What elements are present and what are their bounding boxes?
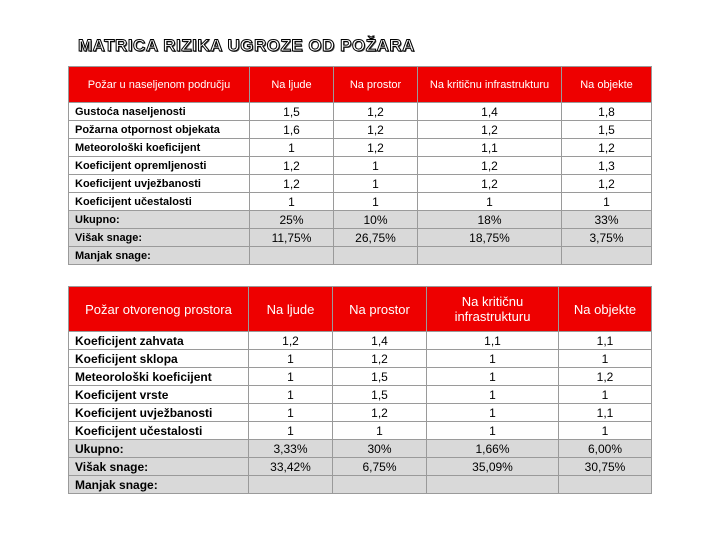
table-cell: 1,2: [562, 139, 652, 157]
table-cell: 1: [559, 350, 652, 368]
table-cell: 6,75%: [333, 458, 427, 476]
table-cell: 25%: [250, 211, 334, 229]
column-header: Na objekte: [562, 67, 652, 103]
row-label: Ukupno:: [69, 211, 250, 229]
table-cell: 1,1: [559, 404, 652, 422]
column-header: Na ljude: [250, 67, 334, 103]
table-cell: 1,5: [562, 121, 652, 139]
row-label: Koeficijent uvježbanosti: [69, 404, 249, 422]
table-cell: 1: [559, 422, 652, 440]
table-cell: [427, 476, 559, 494]
risk-table-open-space: [68, 286, 652, 494]
table-cell: 1,1: [427, 332, 559, 350]
table-cell: 1: [249, 422, 333, 440]
row-label: Koeficijent uvježbanosti: [69, 175, 250, 193]
table-cell: 1: [334, 193, 418, 211]
row-label: Manjak snage:: [69, 247, 250, 265]
table-row: [69, 458, 652, 476]
row-label: Ukupno:: [69, 440, 249, 458]
table-cell: 33,42%: [249, 458, 333, 476]
table-row: [69, 211, 652, 229]
table-row: [69, 422, 652, 440]
table-cell: 1: [333, 422, 427, 440]
table-cell: 1,2: [333, 404, 427, 422]
table-cell: 1,2: [334, 103, 418, 121]
table-cell: 1: [250, 193, 334, 211]
table-cell: 1: [250, 139, 334, 157]
table-cell: 1: [427, 368, 559, 386]
table-cell: [250, 247, 334, 265]
table-cell: 11,75%: [250, 229, 334, 247]
row-label: Gustoća naseljenosti: [69, 103, 250, 121]
row-header-title: Požar otvorenog prostora: [69, 287, 249, 332]
column-header: Na kritičnu infrastrukturu: [418, 67, 562, 103]
table-cell: 1: [562, 193, 652, 211]
table-cell: 1,5: [333, 368, 427, 386]
table-cell: 1,2: [334, 121, 418, 139]
table-cell: 6,00%: [559, 440, 652, 458]
table-header-row: [69, 67, 652, 103]
row-label: Meteorološki koeficijent: [69, 368, 249, 386]
table-cell: 1,5: [333, 386, 427, 404]
table-cell: 1: [427, 404, 559, 422]
table-cell: 1,4: [418, 103, 562, 121]
column-header: Na objekte: [559, 287, 652, 332]
table-cell: 1,4: [333, 332, 427, 350]
table-cell: 1: [418, 193, 562, 211]
table-cell: [418, 247, 562, 265]
table-cell: 1,2: [334, 139, 418, 157]
table-cell: 1,2: [250, 175, 334, 193]
table-cell: 1: [427, 386, 559, 404]
column-header: Na kritičnu infrastrukturu: [427, 287, 559, 332]
table-cell: 1,2: [562, 175, 652, 193]
table-row: [69, 103, 652, 121]
table-cell: 26,75%: [334, 229, 418, 247]
table-row: [69, 350, 652, 368]
table-cell: 1,2: [559, 368, 652, 386]
table-cell: 10%: [334, 211, 418, 229]
row-label: Višak snage:: [69, 229, 250, 247]
row-label: Požarna otpornost objekata: [69, 121, 250, 139]
table-cell: 30,75%: [559, 458, 652, 476]
table-header-row: [69, 287, 652, 332]
row-label: Meteorološki koeficijent: [69, 139, 250, 157]
table-row: [69, 121, 652, 139]
table-cell: 1,8: [562, 103, 652, 121]
row-label: Koeficijent učestalosti: [69, 422, 249, 440]
table-row: [69, 157, 652, 175]
table-cell: 18%: [418, 211, 562, 229]
table-cell: 33%: [562, 211, 652, 229]
table-cell: 1,1: [559, 332, 652, 350]
table-cell: 1,1: [418, 139, 562, 157]
table-cell: 30%: [333, 440, 427, 458]
table-row: [69, 247, 652, 265]
table-cell: 1: [427, 350, 559, 368]
row-label: Koeficijent opremljenosti: [69, 157, 250, 175]
table-cell: 1: [559, 386, 652, 404]
row-label: Koeficijent vrste: [69, 386, 249, 404]
table-cell: [334, 247, 418, 265]
table-row: [69, 139, 652, 157]
table-cell: 1,2: [418, 157, 562, 175]
table-cell: 18,75%: [418, 229, 562, 247]
page-title: MATRICA RIZIKA UGROZE OD POŽARA: [78, 36, 415, 55]
table-row: [69, 368, 652, 386]
table-cell: 1,2: [250, 157, 334, 175]
table-row: [69, 229, 652, 247]
column-header: Na prostor: [334, 67, 418, 103]
table-cell: 1: [249, 350, 333, 368]
row-label: Koeficijent sklopa: [69, 350, 249, 368]
table-row: [69, 386, 652, 404]
row-header-title: Požar u naseljenom području: [69, 67, 250, 103]
table-row: [69, 440, 652, 458]
table-cell: [333, 476, 427, 494]
table-cell: 1,3: [562, 157, 652, 175]
table-cell: 3,75%: [562, 229, 652, 247]
table-row: [69, 193, 652, 211]
table-cell: 1,2: [249, 332, 333, 350]
column-header: Na prostor: [333, 287, 427, 332]
table-cell: 1,66%: [427, 440, 559, 458]
table-row: [69, 175, 652, 193]
row-label: Višak snage:: [69, 458, 249, 476]
table-cell: [249, 476, 333, 494]
table-row: [69, 476, 652, 494]
row-label: Koeficijent zahvata: [69, 332, 249, 350]
table-cell: 3,33%: [249, 440, 333, 458]
table-cell: 1,2: [333, 350, 427, 368]
row-label: Manjak snage:: [69, 476, 249, 494]
table-cell: 35,09%: [427, 458, 559, 476]
row-label: Koeficijent učestalosti: [69, 193, 250, 211]
table-cell: 1,2: [418, 121, 562, 139]
table-cell: 1: [427, 422, 559, 440]
table-cell: 1: [249, 368, 333, 386]
table-row: [69, 404, 652, 422]
column-header: Na ljude: [249, 287, 333, 332]
table-cell: 1: [334, 157, 418, 175]
table-cell: [562, 247, 652, 265]
risk-table-settlement: [68, 66, 652, 265]
table-cell: 1: [249, 386, 333, 404]
table-cell: 1,2: [418, 175, 562, 193]
table-cell: [559, 476, 652, 494]
table-cell: 1: [334, 175, 418, 193]
table-cell: 1: [249, 404, 333, 422]
table-row: [69, 332, 652, 350]
table-cell: 1,6: [250, 121, 334, 139]
table-cell: 1,5: [250, 103, 334, 121]
